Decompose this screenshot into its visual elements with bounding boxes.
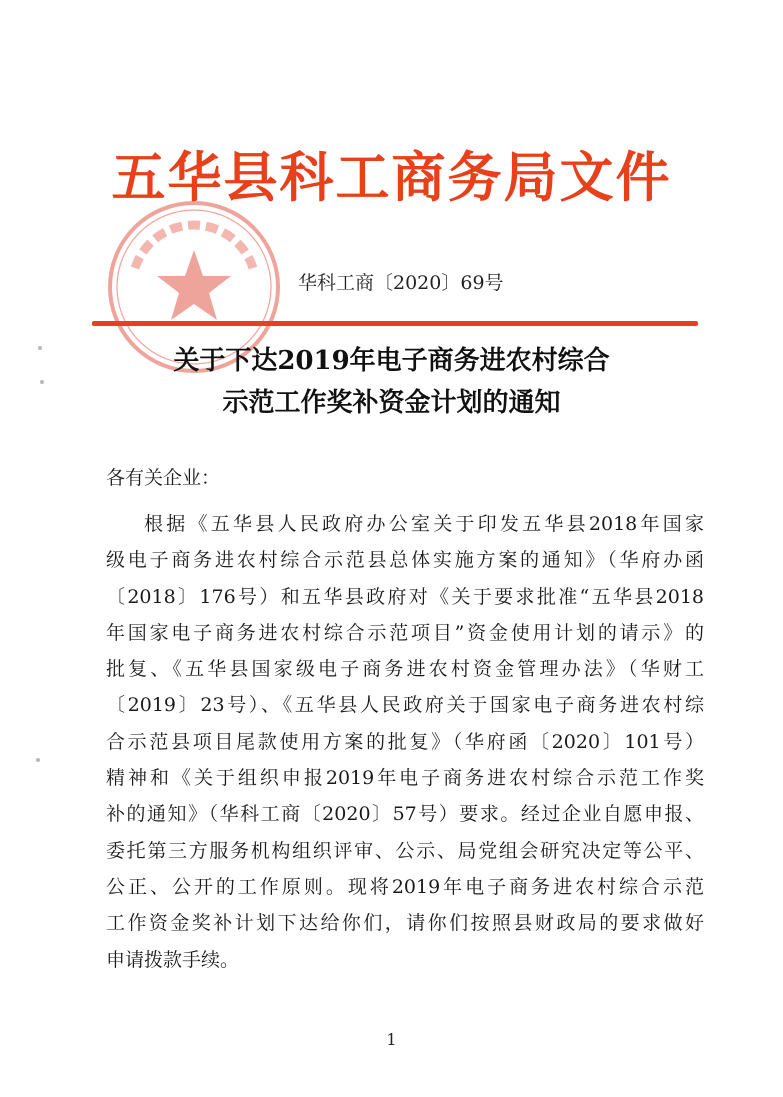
body-line: 级电子商务进农村综合示范县总体实施方案的通知》（华府办函 bbox=[106, 549, 704, 572]
body-line: 批复、《五华县国家级电子商务进农村资金管理办法》（华财工 bbox=[106, 658, 704, 681]
body-line: 年国家电子商务进农村综合示范项目”资金使用计划的请示》的 bbox=[106, 621, 704, 644]
body-line: 合示范县项目尾款使用方案的批复》（华府函〔2020〕101号） bbox=[106, 730, 704, 753]
notice-title bbox=[80, 340, 703, 424]
scan-speck bbox=[36, 758, 40, 762]
body-line: 公正、公开的工作原则。现将2019年电子商务进农村综合示范 bbox=[106, 875, 704, 898]
body-line: 补的通知》（华科工商〔2020〕57号）要求。经过企业自愿申报、 bbox=[106, 803, 704, 826]
body-line: 申请拨款手续。 bbox=[106, 948, 240, 971]
scan-speck bbox=[38, 346, 42, 350]
notice-title-line: 示范工作奖补资金计划的通知 bbox=[222, 388, 561, 418]
red-divider bbox=[92, 321, 698, 326]
body-line: 〔2018〕176号）和五华县政府对《关于要求批准“五华县2018 bbox=[106, 585, 704, 608]
body-line: 根据《五华县人民政府办公室关于印发五华县2018年国家 bbox=[144, 513, 704, 535]
body-line: 精神和《关于组织申报2019年电子商务进农村综合示范工作奖 bbox=[106, 767, 704, 790]
notice-title-line: 关于下达2019年电子商务进农村综合 bbox=[173, 346, 610, 376]
body-line: 委托第三方服务机构组织评审、公示、局党组会研究决定等公平、 bbox=[106, 839, 704, 862]
document-number: 华科工商〔2020〕69号 bbox=[298, 272, 504, 294]
body-line: 工作资金奖补计划下达给你们，请你们按照县财政局的要求做好 bbox=[106, 912, 704, 935]
page-number: 1 bbox=[386, 1030, 397, 1049]
letterhead-title: 五华县科工商务局文件 bbox=[111, 146, 672, 209]
scan-speck bbox=[40, 380, 44, 384]
body-line: 〔2019〕23号）、《五华县人民政府关于国家电子商务进农村综 bbox=[106, 694, 704, 717]
salutation: 各有关企业： bbox=[106, 467, 221, 489]
body-paragraph bbox=[106, 506, 704, 978]
